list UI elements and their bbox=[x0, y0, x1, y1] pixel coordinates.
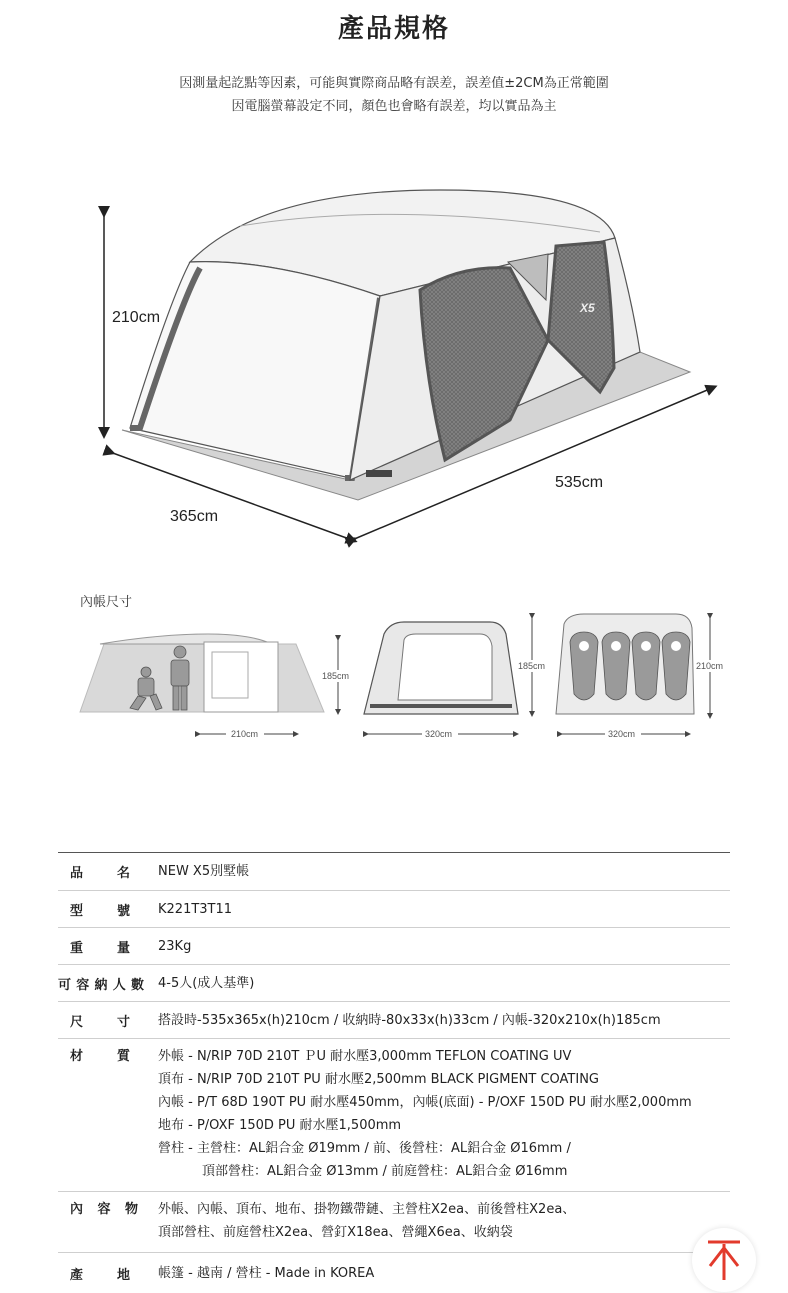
spec-value: 23Kg bbox=[158, 938, 192, 954]
side-height-label: 185cm bbox=[322, 671, 350, 681]
spec-value: 內帳 - P/T 68D 190T PU 耐水壓450mm，內帳(底面) - P/OXF 150D PU 耐水壓2,000mm bbox=[158, 1095, 692, 1110]
spec-value: 頂布 - N/RIP 70D 210T PU 耐水壓2,500mm BLACK PIGMENT COATING bbox=[158, 1072, 600, 1087]
spec-key: 重 量 bbox=[70, 940, 130, 956]
spec-value: 外帳 - N/RIP 70D 210T ＰU 耐水壓3,000mm TEFLON COATING UV bbox=[158, 1049, 572, 1064]
spec-table bbox=[58, 852, 730, 1293]
spec-value: 外帳、內帳、頂布、地布、掛物鐵帶鏈、主營柱X2ea、前後營柱X2ea、 bbox=[158, 1202, 576, 1217]
tent-logo: X5 bbox=[580, 301, 595, 315]
spec-value: NEW X5別墅帳 bbox=[158, 864, 250, 879]
spec-value: 4-5人(成人基準) bbox=[158, 975, 255, 991]
arrow-up-icon bbox=[692, 1228, 756, 1292]
spec-row-weight bbox=[58, 928, 730, 965]
spec-key: 尺 寸 bbox=[70, 1014, 130, 1030]
top-height-label: 210cm bbox=[696, 661, 724, 671]
spec-value: K221T3T11 bbox=[158, 901, 233, 917]
spec-row-size bbox=[58, 1002, 730, 1039]
inner-top-view bbox=[556, 614, 730, 740]
side-width-label: 210cm bbox=[231, 729, 259, 739]
scroll-to-top-button[interactable] bbox=[692, 1228, 756, 1292]
inner-tent-title: 內帳尺寸 bbox=[80, 595, 133, 610]
spec-key: 材 質 bbox=[70, 1049, 130, 1064]
inner-side-view bbox=[80, 634, 356, 740]
front-width-label: 320cm bbox=[425, 729, 453, 739]
spec-key: 內容物 bbox=[70, 1202, 138, 1217]
inner-front-view bbox=[364, 616, 551, 740]
length-label: 535cm bbox=[555, 474, 604, 491]
height-label: 210cm bbox=[112, 309, 161, 326]
spec-value: 搭設時-535x365x(h)210cm / 收納時-80x33x(h)33cm / 內帳-320x210x(h)185cm bbox=[158, 1012, 661, 1028]
spec-key: 產 地 bbox=[70, 1267, 130, 1283]
spec-row-origin bbox=[58, 1253, 730, 1293]
spec-row-name bbox=[58, 853, 730, 891]
spec-value: 地布 - P/OXF 150D PU 耐水壓1,500mm bbox=[158, 1118, 402, 1133]
width-label: 365cm bbox=[170, 508, 219, 525]
spec-row-capacity bbox=[58, 965, 730, 1002]
page-title: 產品規格 bbox=[337, 14, 450, 44]
spec-value: 帳篷 - 越南 / 營柱 - Made in KOREA bbox=[158, 1265, 375, 1281]
spec-value: 頂部營柱、前庭營柱X2ea、營釘X18ea、營繩X6ea、收納袋 bbox=[158, 1225, 513, 1240]
color-note: 因電腦螢幕設定不同，顏色也會略有誤差，均以實品為主 bbox=[231, 99, 557, 114]
measurement-note: 因測量起訖點等因素，可能與實際商品略有誤差，誤差值±2CM為正常範圍 bbox=[179, 76, 609, 91]
spec-value: 營柱 - 主營柱：AL鋁合金 Ø19mm / 前、後營柱：AL鋁合金 Ø16mm / bbox=[158, 1141, 571, 1156]
front-height-label: 185cm bbox=[518, 661, 546, 671]
spec-row-contents bbox=[58, 1192, 730, 1253]
spec-value: 頂部營柱：AL鋁合金 Ø13mm / 前庭營柱：AL鋁合金 Ø16mm bbox=[202, 1164, 568, 1179]
spec-key: 品 名 bbox=[70, 866, 130, 881]
spec-row-model bbox=[58, 891, 730, 928]
spec-row-material bbox=[58, 1039, 730, 1192]
tent-illustration bbox=[122, 190, 690, 500]
spec-key: 可容納人數 bbox=[58, 977, 144, 993]
top-width-label: 320cm bbox=[608, 729, 636, 739]
spec-key: 型 號 bbox=[70, 903, 130, 919]
